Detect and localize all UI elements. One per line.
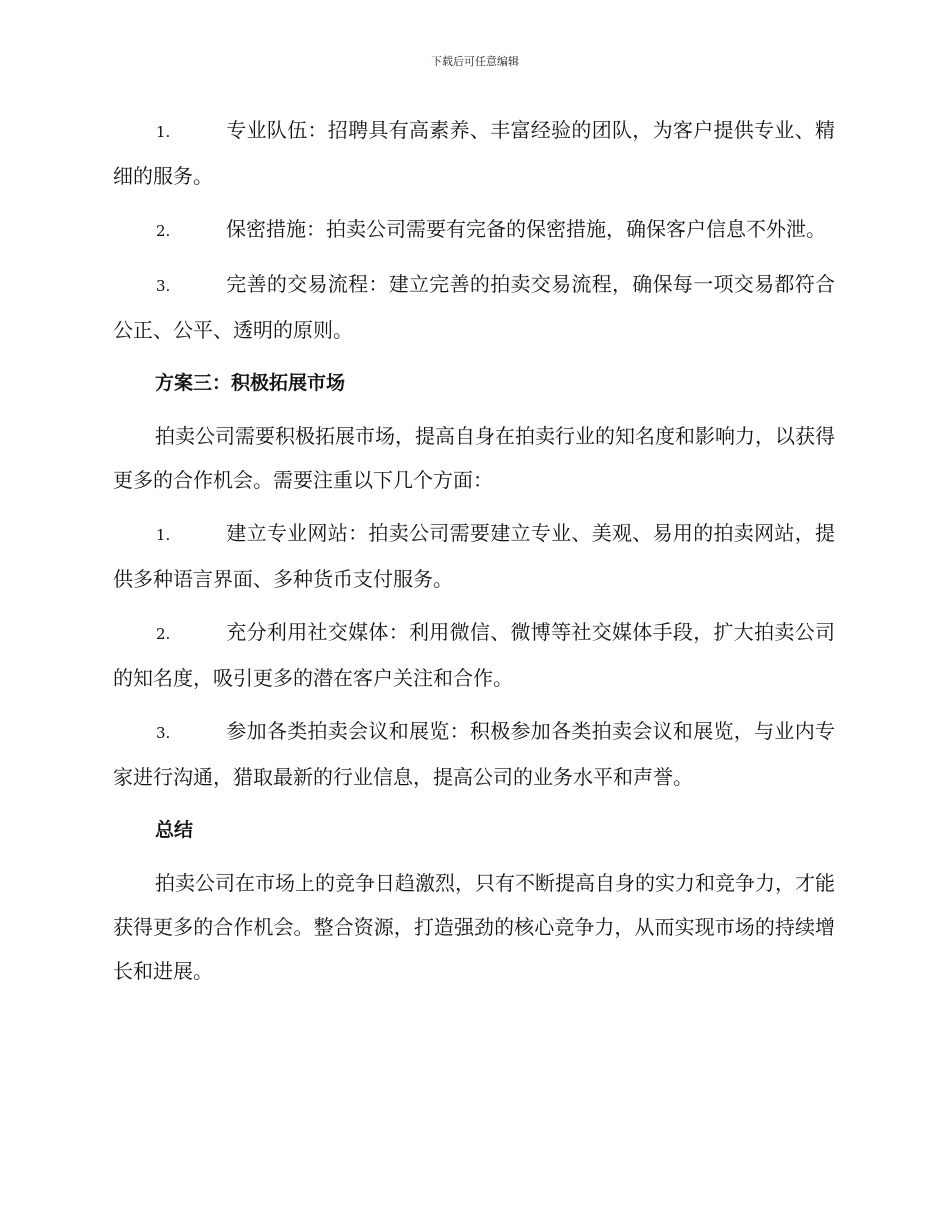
list-number: 3. bbox=[156, 724, 171, 742]
summary-paragraph: 拍卖公司在市场上的竞争日趋激烈，只有不断提高自身的实力和竞争力，才能获得更多的合作机会。整合资源，打造强劲的核心竞争力，从而实现市场的持续增长和进展。 bbox=[113, 871, 835, 983]
section-heading: 方案三：积极拓展市场 bbox=[155, 372, 346, 394]
list-item-text: 专业队伍：招聘具有高素养、丰富经验的团队，为客户提供专业、精细的服务。 bbox=[113, 118, 835, 188]
list-item bbox=[113, 207, 835, 253]
page-header: 下载后可任意编辑 bbox=[431, 55, 519, 68]
paragraph: 拍卖公司需要积极拓展市场，提高自身在拍卖行业的知名度和影响力，以获得更多的合作机会。需要注重以下几个方面： bbox=[113, 424, 835, 492]
summary-heading: 总结 bbox=[155, 819, 194, 841]
list-item bbox=[113, 511, 835, 601]
list-item-text: 保密措施：拍卖公司需要有完备的保密措施，确保客户信息不外泄。 bbox=[226, 217, 826, 241]
document-body bbox=[113, 108, 835, 1002]
list-item bbox=[113, 709, 835, 799]
list-number: 1. bbox=[156, 123, 171, 141]
list-number: 2. bbox=[156, 625, 171, 643]
list-number: 2. bbox=[156, 222, 171, 240]
list-number: 3. bbox=[156, 277, 171, 295]
list-item bbox=[113, 262, 835, 352]
list-item bbox=[113, 108, 835, 198]
list-item-text: 参加各类拍卖会议和展览：积极参加各类拍卖会议和展览，与业内专家进行沟通，猎取最新的行业信息，提高公司的业务水平和声誉。 bbox=[113, 719, 835, 789]
list-item bbox=[113, 610, 835, 700]
list-item-text: 完善的交易流程：建立完善的拍卖交易流程，确保每一项交易都符合公正、公平、透明的原则。 bbox=[113, 272, 835, 342]
list-item-text: 建立专业网站：拍卖公司需要建立专业、美观、易用的拍卖网站，提供多种语言界面、多种货币支付服务。 bbox=[113, 521, 835, 591]
list-number: 1. bbox=[156, 526, 171, 544]
list-item-text: 充分利用社交媒体：利用微信、微博等社交媒体手段，扩大拍卖公司的知名度，吸引更多的潜在客户关注和合作。 bbox=[113, 620, 835, 690]
